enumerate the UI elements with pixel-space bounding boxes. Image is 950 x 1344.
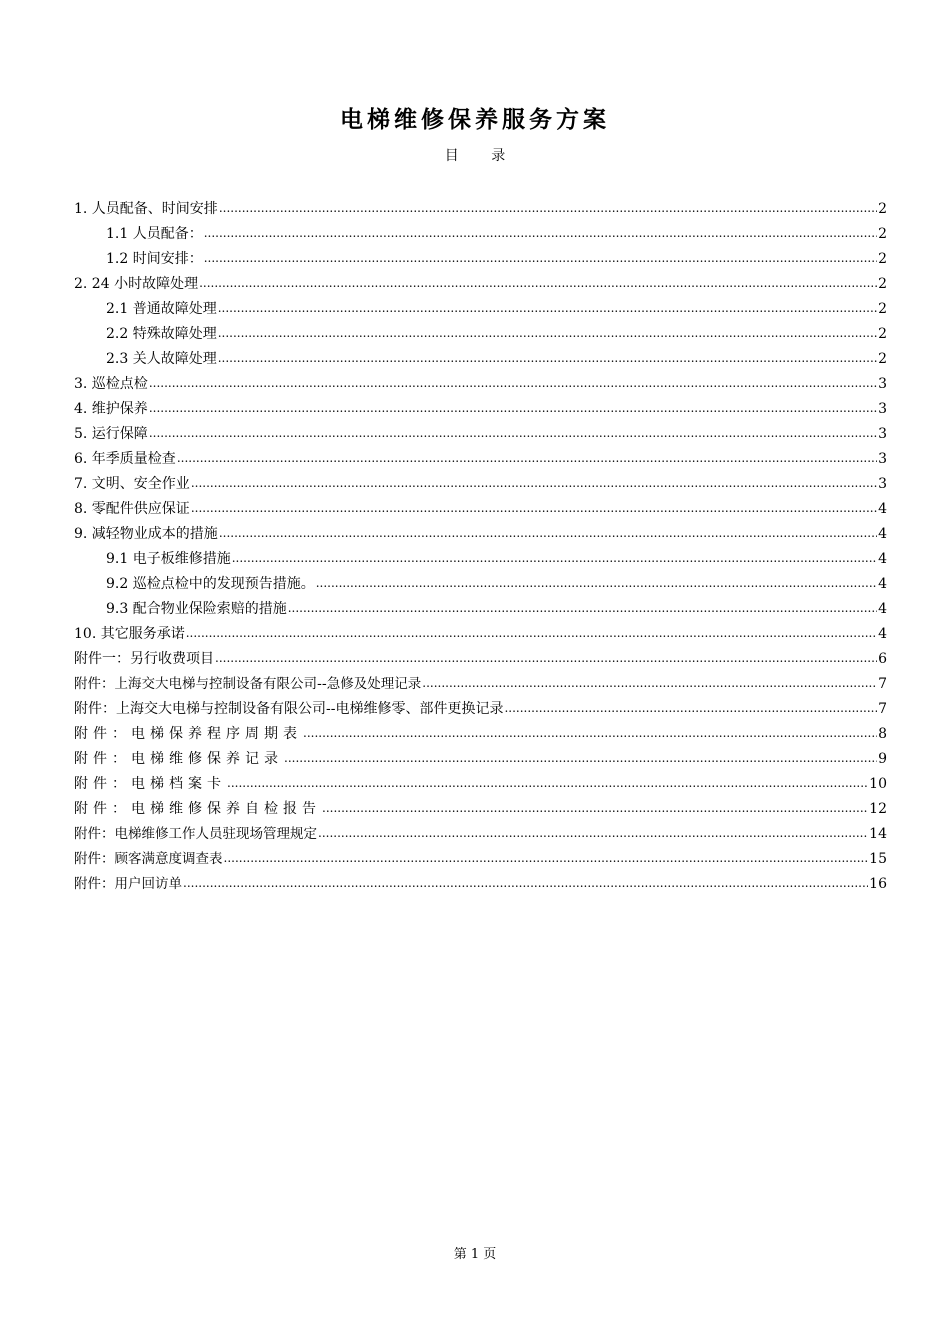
- toc-entry-page: 4: [878, 626, 887, 642]
- toc-entry[interactable]: [74, 319, 887, 344]
- toc-entry-title: 1. 人员配备、时间安排: [74, 201, 218, 217]
- dot-leader: [219, 526, 877, 540]
- toc-entry-title: 附件：顾客满意度调查表: [74, 851, 223, 867]
- toc-entry-title: 10. 其它服务承诺: [74, 626, 185, 642]
- toc-entry-title: 9.3 配合物业保险索赔的措施: [106, 601, 287, 617]
- toc-entry[interactable]: [74, 269, 887, 294]
- dot-leader: [322, 801, 868, 815]
- dot-leader: [149, 401, 877, 415]
- toc-entry[interactable]: [74, 844, 887, 869]
- toc-entry-title: 8. 零配件供应保证: [74, 501, 190, 517]
- toc-entry[interactable]: [74, 294, 887, 319]
- dot-leader: [232, 551, 877, 565]
- toc-entry-title: 1.2 时间安排：: [106, 251, 203, 267]
- dot-leader: [199, 276, 877, 290]
- toc-entry[interactable]: [74, 819, 887, 844]
- toc-entry-title: 4. 维护保养: [74, 401, 148, 417]
- dot-leader: [227, 776, 868, 790]
- toc-entry[interactable]: [74, 219, 887, 244]
- toc-entry-title: 3. 巡检点检: [74, 376, 148, 392]
- table-of-contents: [74, 194, 887, 894]
- toc-entry-title: 附件：电梯档案卡: [74, 776, 226, 792]
- toc-entry-page: 7: [878, 701, 887, 717]
- toc-entry-page: 2: [878, 301, 887, 317]
- toc-entry[interactable]: [74, 469, 887, 494]
- toc-entry-page: 4: [878, 601, 887, 617]
- dot-leader: [191, 501, 877, 515]
- toc-entry-title: 1.1 人员配备：: [106, 226, 203, 242]
- toc-entry-page: 6: [878, 651, 887, 667]
- toc-entry-title: 9. 减轻物业成本的措施: [74, 526, 218, 542]
- toc-entry-title: 附件：电梯维修工作人员驻现场管理规定: [74, 826, 317, 842]
- toc-entry-page: 12: [869, 801, 887, 817]
- toc-entry[interactable]: [74, 569, 887, 594]
- toc-entry[interactable]: [74, 694, 887, 719]
- dot-leader: [284, 751, 877, 765]
- toc-entry-page: 8: [878, 726, 887, 742]
- toc-entry[interactable]: [74, 744, 887, 769]
- toc-entry[interactable]: [74, 369, 887, 394]
- toc-entry-page: 9: [878, 751, 887, 767]
- toc-entry-page: 2: [878, 251, 887, 267]
- dot-leader: [215, 651, 877, 665]
- toc-entry[interactable]: [74, 594, 887, 619]
- dot-leader: [422, 676, 877, 690]
- toc-entry-title: 9.2 巡检点检中的发现预告措施。: [106, 576, 315, 592]
- toc-entry[interactable]: [74, 669, 887, 694]
- toc-entry[interactable]: [74, 794, 887, 819]
- toc-entry-title: 附件：上海交大电梯与控制设备有限公司--电梯维修零、部件更换记录: [74, 701, 504, 717]
- toc-entry-title: 6. 年季质量检查: [74, 451, 176, 467]
- toc-entry-title: 附件：用户回访单: [74, 876, 182, 892]
- toc-entry-page: 3: [878, 376, 887, 392]
- toc-entry-title: 附件：电梯维修保养记录: [74, 751, 283, 767]
- toc-entry-title: 附件：上海交大电梯与控制设备有限公司--急修及处理记录: [74, 676, 422, 692]
- dot-leader: [219, 201, 877, 215]
- toc-entry[interactable]: [74, 444, 887, 469]
- toc-entry[interactable]: [74, 394, 887, 419]
- dot-leader: [218, 301, 877, 315]
- toc-entry-page: 3: [878, 451, 887, 467]
- toc-entry-title: 2.2 特殊故障处理: [106, 326, 217, 342]
- toc-entry-title: 2.1 普通故障处理: [106, 301, 217, 317]
- dot-leader: [218, 351, 877, 365]
- dot-leader: [204, 251, 877, 265]
- toc-entry[interactable]: [74, 644, 887, 669]
- toc-entry-page: 2: [878, 276, 887, 292]
- toc-entry-title: 9.1 电子板维修措施: [106, 551, 231, 567]
- dot-leader: [288, 601, 877, 615]
- toc-entry-title: 附件：电梯维修保养自检报告: [74, 801, 321, 817]
- dot-leader: [177, 451, 877, 465]
- dot-leader: [204, 226, 877, 240]
- toc-entry[interactable]: [74, 769, 887, 794]
- toc-entry-page: 4: [878, 551, 887, 567]
- dot-leader: [186, 626, 877, 640]
- toc-entry-title: 5. 运行保障: [74, 426, 148, 442]
- dot-leader: [183, 876, 868, 890]
- dot-leader: [318, 826, 868, 840]
- toc-entry-page: 4: [878, 576, 887, 592]
- toc-entry-page: 2: [878, 201, 887, 217]
- dot-leader: [316, 576, 877, 590]
- toc-entry-page: 4: [878, 501, 887, 517]
- dot-leader: [218, 326, 877, 340]
- toc-entry[interactable]: [74, 194, 887, 219]
- dot-leader: [303, 726, 877, 740]
- toc-entry[interactable]: [74, 419, 887, 444]
- dot-leader: [149, 426, 877, 440]
- toc-entry[interactable]: [74, 719, 887, 744]
- toc-entry-page: 15: [869, 851, 887, 867]
- dot-leader: [191, 476, 877, 490]
- toc-entry[interactable]: [74, 619, 887, 644]
- page-number-footer: 第 1 页: [453, 1247, 497, 1262]
- dot-leader: [504, 701, 877, 715]
- toc-entry-title: 2.3 关人故障处理: [106, 351, 217, 367]
- toc-entry[interactable]: [74, 544, 887, 569]
- toc-entry[interactable]: [74, 244, 887, 269]
- toc-entry-page: 3: [878, 476, 887, 492]
- toc-entry-page: 14: [869, 826, 887, 842]
- toc-entry-page: 16: [869, 876, 887, 892]
- toc-entry-title: 附件一：另行收费项目: [74, 651, 214, 667]
- toc-entry-title: 7. 文明、安全作业: [74, 476, 190, 492]
- toc-entry-page: 3: [878, 401, 887, 417]
- toc-entry-page: 7: [878, 676, 887, 692]
- toc-entry[interactable]: [74, 344, 887, 369]
- toc-entry-page: 10: [869, 776, 887, 792]
- toc-entry-page: 2: [878, 326, 887, 342]
- toc-entry[interactable]: [74, 519, 887, 544]
- toc-entry-title: 2. 24 小时故障处理: [74, 276, 199, 292]
- document-title: 电梯维修保养服务方案: [340, 107, 610, 133]
- toc-entry-page: 3: [878, 426, 887, 442]
- dot-leader: [149, 376, 877, 390]
- toc-heading: 目 录: [444, 148, 520, 164]
- toc-entry-page: 2: [878, 226, 887, 242]
- dot-leader: [224, 851, 869, 865]
- toc-entry-title: 附件：电梯保养程序周期表: [74, 726, 302, 742]
- toc-entry[interactable]: [74, 494, 887, 519]
- toc-entry-page: 2: [878, 351, 887, 367]
- toc-entry[interactable]: [74, 869, 887, 894]
- toc-entry-page: 4: [878, 526, 887, 542]
